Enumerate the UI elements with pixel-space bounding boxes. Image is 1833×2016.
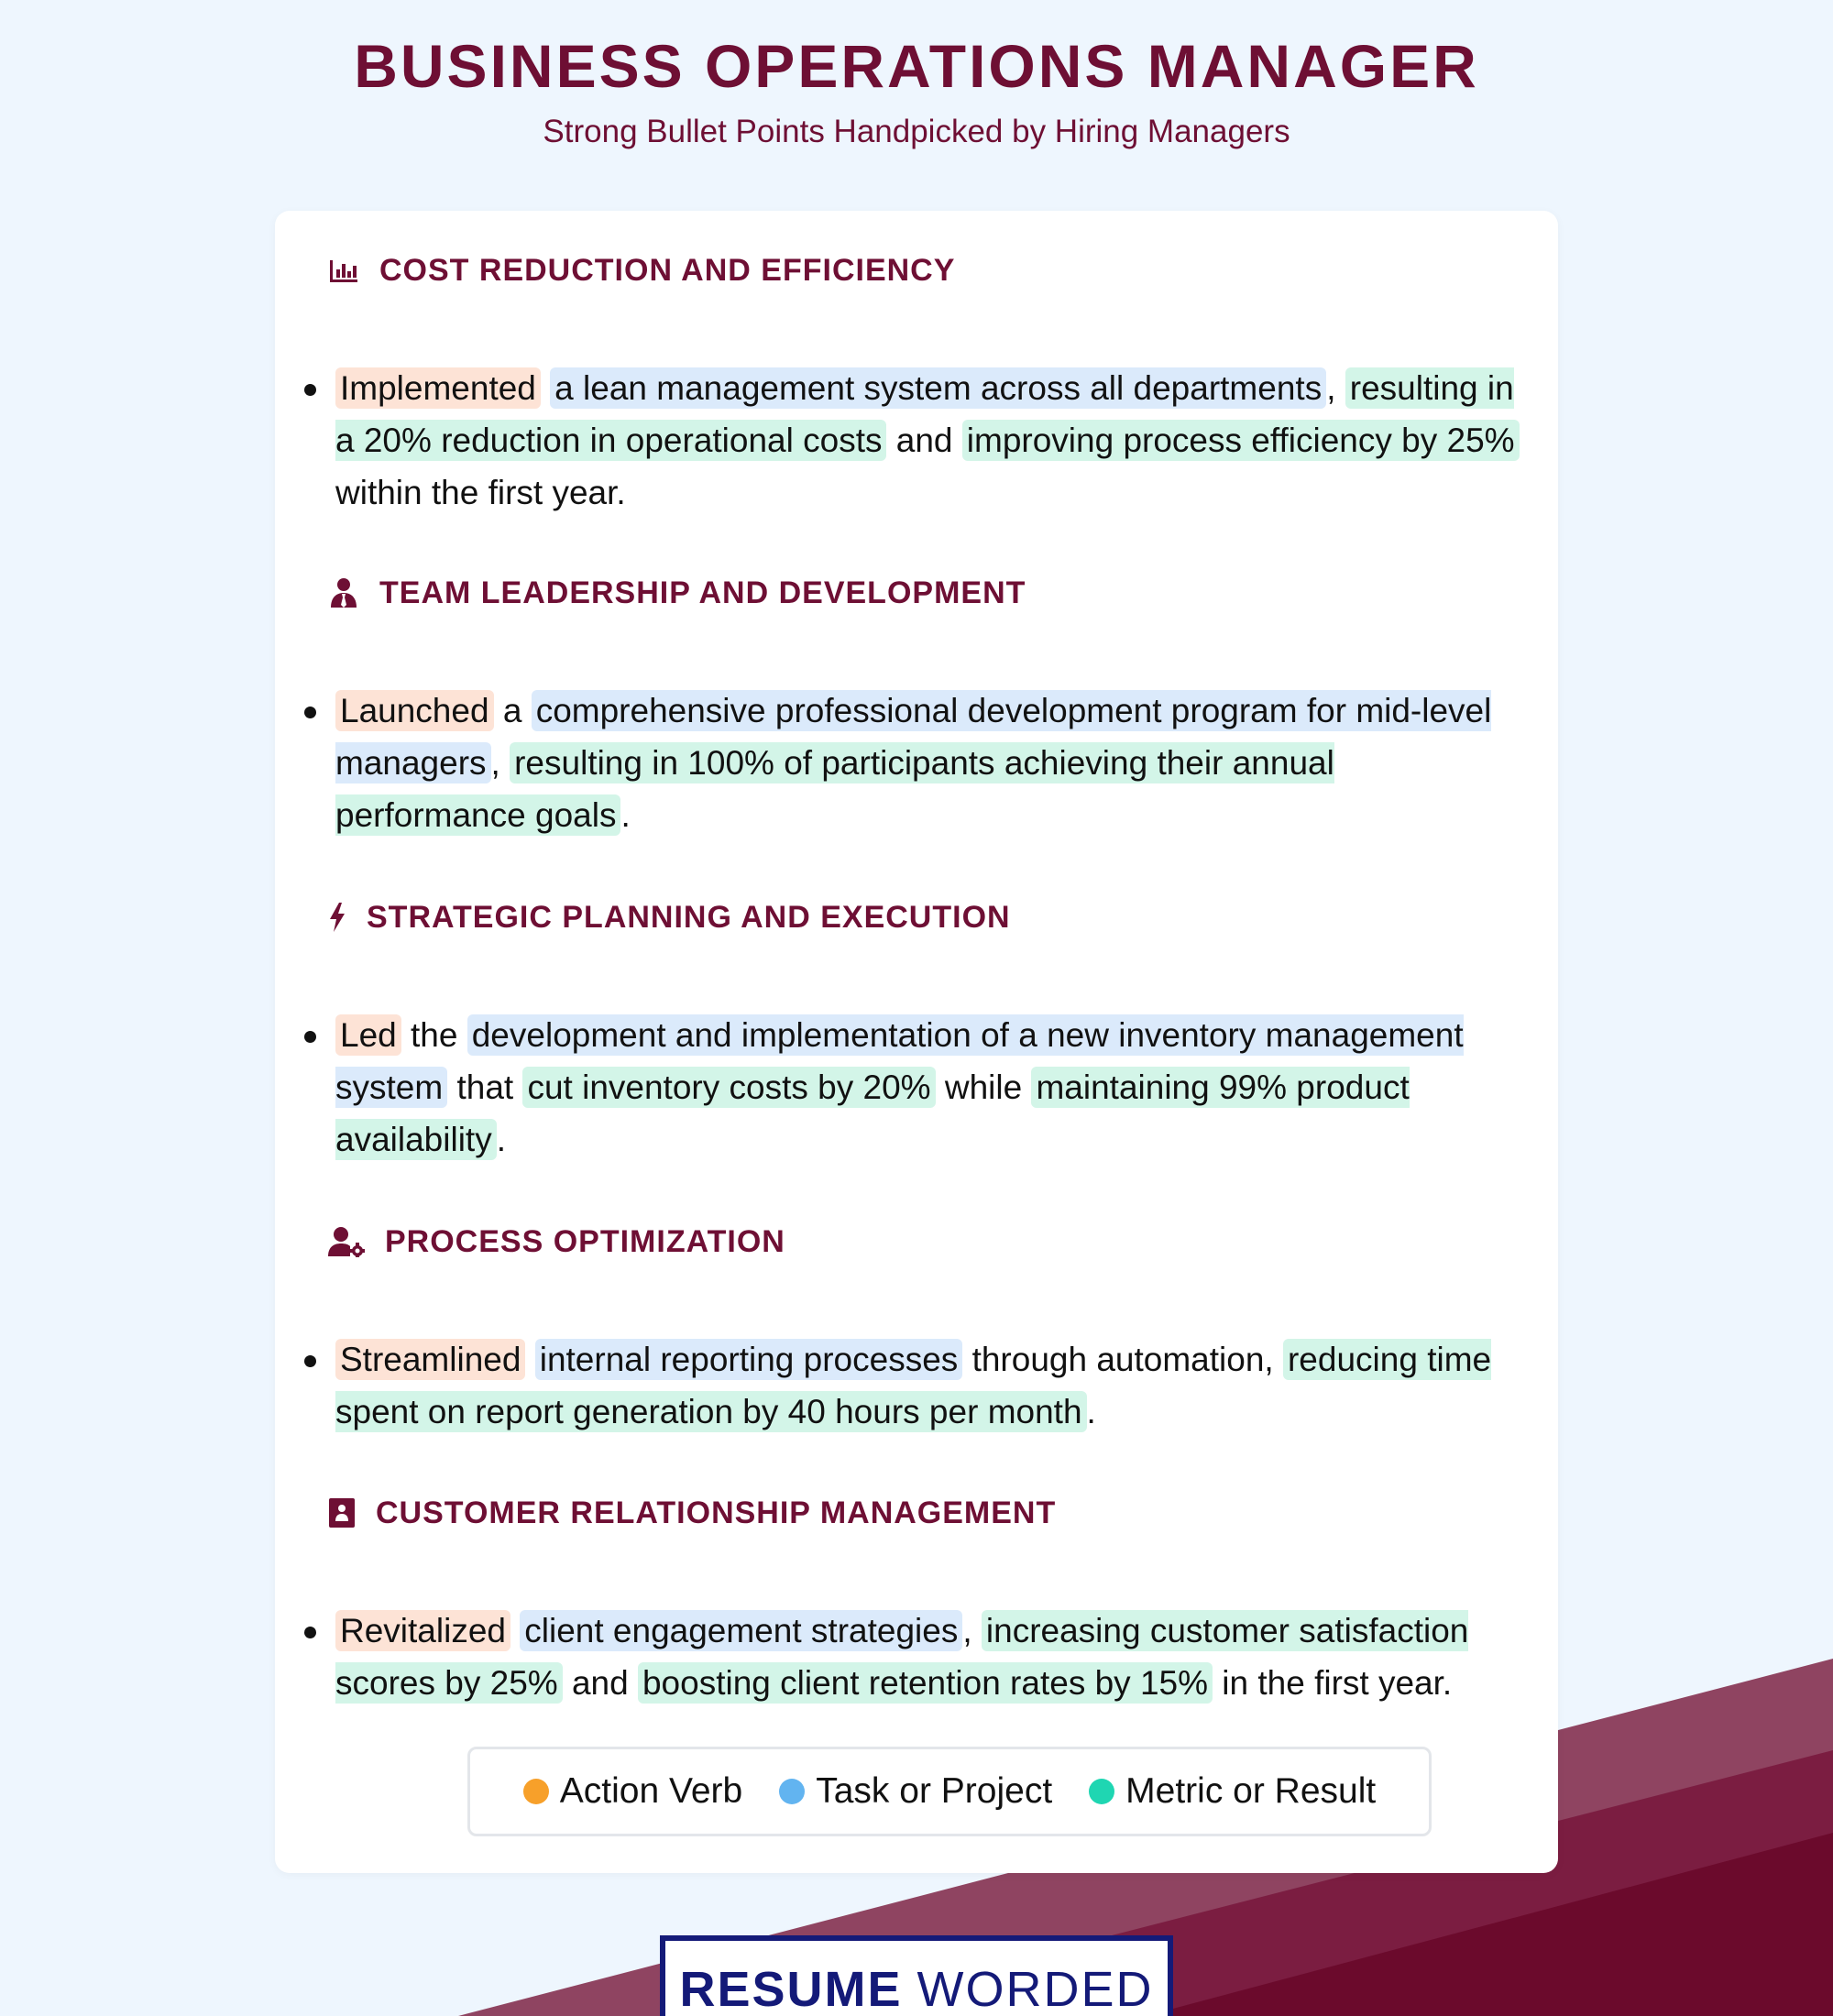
section-process-optimization [328,1219,1520,1438]
plain-text: and [562,1664,638,1702]
action-dot-icon [523,1779,549,1804]
legend-item-metric [1089,1771,1376,1812]
plain-text [510,1612,520,1649]
task-or-project: client engagement strategies [520,1610,962,1651]
metric-or-result: resulting in a 20% reduction in operational costs [335,369,1514,459]
bullet-dot [304,1355,316,1367]
bullet-point [328,685,1520,841]
bullet-point [328,1333,1520,1438]
bolt-icon [328,902,346,933]
action-verb: Revitalized [335,1610,510,1651]
plain-text [525,1341,534,1378]
plain-text: through automation, [962,1341,1283,1378]
metric-or-result: reducing time spent on report generation by 40 hours per month [335,1341,1492,1430]
bar-chart-icon [328,255,359,286]
bullet-point [328,1009,1520,1166]
bullet-point [328,1605,1520,1709]
plain-text: . [496,1121,506,1158]
legend-item-task [779,1771,1052,1812]
metric-or-result: increasing customer satisfaction scores by 25% [335,1612,1469,1702]
plain-text: . [620,796,631,834]
bullet-point [328,362,1520,519]
plain-text: , [490,744,510,782]
user-gear-icon [328,1226,365,1257]
legend-label: Task or Project [816,1771,1053,1811]
plain-text: and [886,422,962,459]
action-verb: Launched [335,690,494,731]
section-heading-text: STRATEGIC PLANNING AND EXECUTION [367,899,1011,935]
user-tie-icon [328,577,359,608]
plain-text: , [1326,369,1345,407]
plain-text: , [962,1612,982,1649]
plain-text [541,369,550,407]
section-heading [328,1219,1520,1265]
plain-text: in the first year. [1213,1664,1453,1702]
page-title: BUSINESS OPERATIONS MANAGER [354,32,1479,100]
bullet-dot [304,384,316,396]
logo-text-strong: RESUME [679,1962,903,2016]
highlight-legend [467,1747,1432,1836]
section-cost-reduction [328,247,1520,519]
task-or-project: internal reporting processes [535,1339,963,1380]
plain-text: a [493,692,532,729]
section-customer-relationship [328,1490,1520,1709]
plain-text: the [401,1016,467,1054]
section-heading [328,894,1520,940]
plain-text: . [1086,1393,1096,1430]
section-heading-text: COST REDUCTION AND EFFICIENCY [379,252,956,288]
section-heading [328,1490,1520,1536]
legend-label: Action Verb [559,1771,743,1811]
task-dot-icon [779,1779,805,1804]
task-or-project: development and implementation of a new inventory management system [335,1016,1464,1106]
logo-text-light: WORDED [916,1962,1154,2016]
task-or-project: comprehensive professional development program for mid-level managers [335,692,1492,782]
metric-or-result: improving process efficiency by 25% [962,420,1520,461]
section-heading [328,247,1520,293]
contact-book-icon [328,1497,356,1528]
task-or-project: a lean management system across all departments [550,367,1326,409]
plain-text: while [935,1068,1032,1106]
section-heading-text: PROCESS OPTIMIZATION [385,1223,785,1259]
page-subtitle: Strong Bullet Points Handpicked by Hiring Managers [543,114,1290,149]
plain-text: that [447,1068,523,1106]
metric-or-result: cut inventory costs by 20% [522,1067,935,1108]
plain-text: within the first year. [335,474,626,511]
section-heading-text: CUSTOMER RELATIONSHIP MANAGEMENT [376,1495,1057,1530]
section-team-leadership [328,570,1520,841]
metric-or-result: boosting client retention rates by 15% [638,1662,1213,1704]
section-strategic-planning [328,894,1520,1166]
bullet-points-card [275,211,1558,1873]
bullet-dot [304,1627,316,1638]
metric-dot-icon [1089,1779,1114,1804]
metric-or-result: resulting in 100% of participants achieving their annual performance goals [335,744,1334,834]
resume-worded-logo[interactable] [660,1935,1173,2016]
action-verb: Implemented [335,367,541,409]
section-heading [328,570,1520,616]
action-verb: Led [335,1014,401,1056]
bullet-dot [304,707,316,718]
legend-item-action [523,1771,742,1812]
legend-label: Metric or Result [1125,1771,1377,1811]
section-heading-text: TEAM LEADERSHIP AND DEVELOPMENT [379,575,1026,610]
metric-or-result: maintaining 99% product availability [335,1068,1410,1158]
action-verb: Streamlined [335,1339,525,1380]
bullet-dot [304,1031,316,1043]
